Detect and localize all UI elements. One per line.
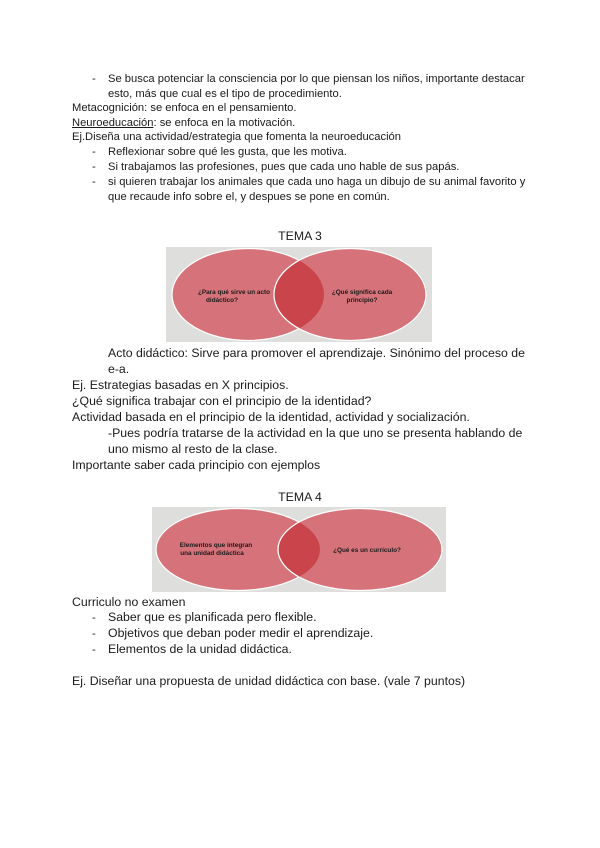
bullet-planificada: Saber que es planificada pero flexible. [108, 610, 317, 624]
neuroeducacion-text: : se enfoca en la motivación. [153, 117, 296, 129]
curriculo-no-examen: Curriculo no examen [72, 595, 186, 609]
bullet-reflexionar: Reflexionar sobre qué les gusta, que les motiva. [108, 146, 347, 158]
pregunta-identidad: ¿Qué significa trabajar con el principio de la identidad? [72, 394, 372, 408]
neuroeducacion-term: Neuroeducación [72, 117, 154, 129]
pues-line2: uno mismo al resto de la clase. [108, 442, 278, 456]
acto-didactico-line2: e-a. [108, 362, 130, 376]
metacognicion-text: : se enfoca en el pensamiento. [144, 102, 297, 114]
tema3-left-label-1: ¿Para qué sirve un acto [197, 289, 271, 296]
tema4-left-label-2: una unidad didáctica [180, 550, 244, 557]
bullet-animales-line1: si quieren trabajar los animales que cada uno haga un dibujo de su animal favorito y [108, 176, 526, 188]
acto-didactico-line1: Acto didáctico: Sirve para promover el aprendizaje. Sinónimo del proceso de [108, 346, 525, 360]
bullet-dash: - [92, 73, 96, 85]
tema4-left-label-1: Elementos que integran [179, 542, 253, 549]
actividad-principio: Actividad basada en el principio de la identidad, actividad y socialización. [72, 410, 470, 424]
bullet-profesiones: Si trabajamos las profesiones, pues que cada uno hable de sus papás. [108, 161, 460, 173]
tema3-right-label-2: principio? [346, 297, 378, 304]
bullet-potenciar-line2: esto, más que cual es el tipo de procedimiento. [108, 88, 342, 100]
tema3-title: TEMA 3 [278, 229, 322, 243]
tema3-venn-diagram [166, 247, 432, 342]
bullet-dash: - [92, 146, 96, 158]
bullet-potenciar-line1: Se busca potenciar la consciencia por lo que piensan los niños, importante destacar [108, 73, 525, 85]
bullet-dash: - [92, 612, 96, 624]
bullet-elementos: Elementos de la unidad didáctica. [108, 642, 292, 656]
ej-neuroeducacion: Ej.Diseña una actividad/estrategia que fomenta la neuroeducación [72, 131, 402, 143]
ej-estrategias: Ej. Estrategias basadas en X principios. [72, 378, 289, 392]
tema3-left-label-2: didáctico? [206, 297, 238, 304]
tema4-right-label: ¿Qué es un currículo? [333, 547, 401, 554]
bullet-dash: - [92, 628, 96, 640]
tema4-venn-diagram [152, 507, 446, 592]
pues-line1: -Pues podría tratarse de la actividad en la que uno se presenta hablando de [108, 426, 523, 440]
importante-principio: Importante saber cada principio con ejemplos [72, 458, 321, 472]
bullet-dash: - [92, 161, 96, 173]
tema3-right-label-1: ¿Qué significa cada [331, 289, 393, 296]
ej-disenar-propuesta: Ej. Diseñar una propuesta de unidad didáctica con base. (vale 7 puntos) [72, 674, 466, 688]
metacognicion-term: Metacognición [72, 102, 145, 114]
bullet-dash: - [92, 176, 96, 188]
neuroeducacion-line [72, 116, 295, 131]
bullet-objetivos: Objetivos que deban poder medir el aprendizaje. [108, 626, 374, 640]
bullet-animales-line2: que recaude info sobre el, y despues se pone en común. [108, 191, 390, 203]
tema4-title: TEMA 4 [278, 490, 322, 504]
bullet-dash: - [92, 644, 96, 656]
metacognicion-line [72, 101, 297, 116]
